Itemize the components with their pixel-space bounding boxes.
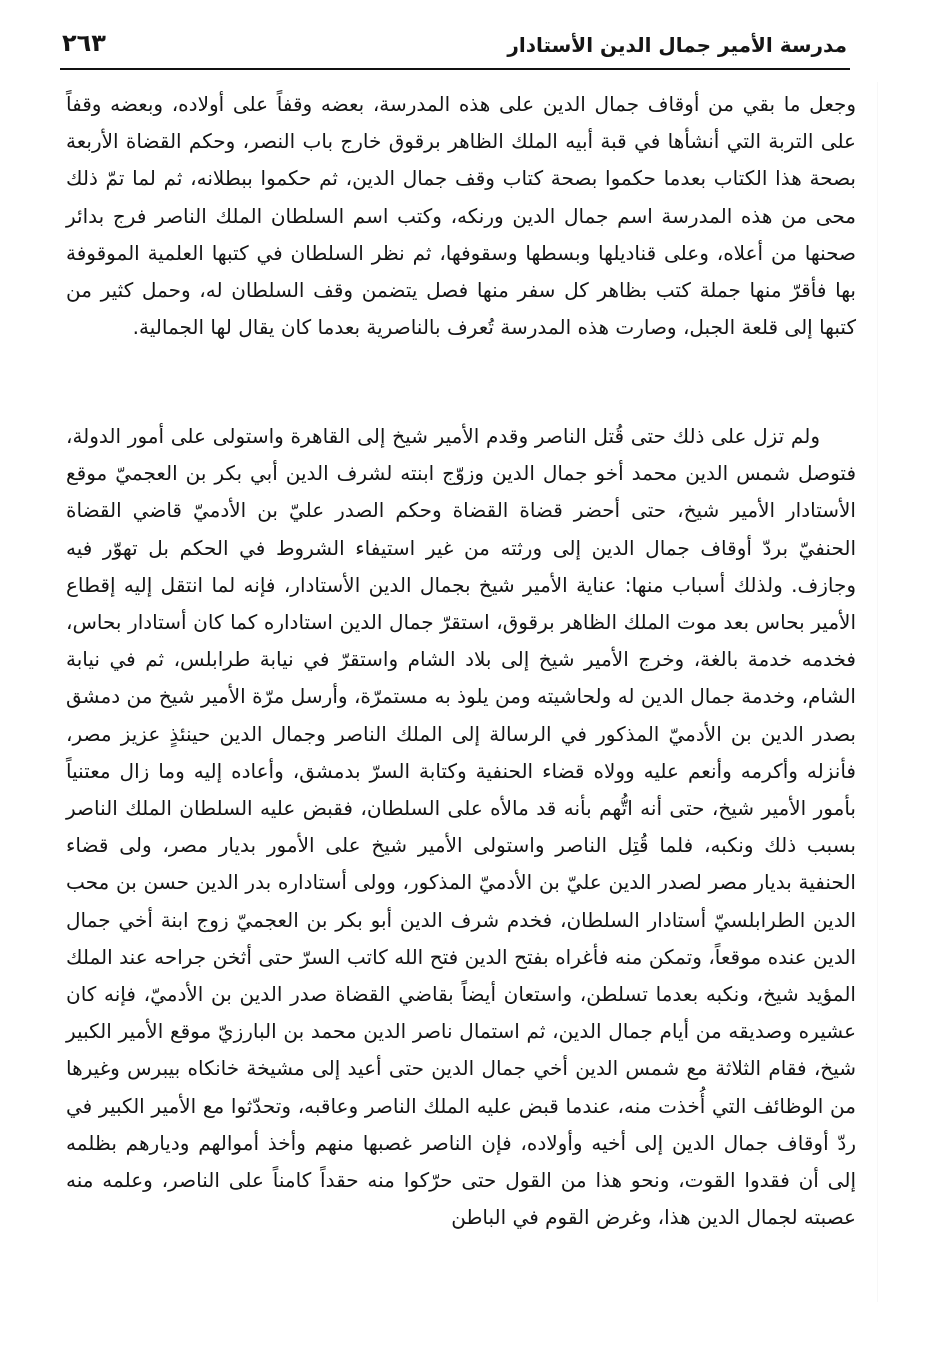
- page-margin-shadow: [877, 82, 878, 1302]
- running-title: مدرسة الأمير جمال الدين الأستادار: [507, 33, 847, 57]
- page-number: ٢٦٣: [62, 29, 106, 57]
- body-paragraph-2: [66, 418, 856, 1293]
- paragraph-2-text: ولم تزل على ذلك حتى قُتل الناصر وقدم الأمير شيخ إلى القاهرة واستولى على أمور الدولة، فتوصل شمس الدين محمد أخو جمال الدين وزوّج ابنته لشرف الدين أبي بكر بن العجميّ موقع الأستادار الأمير شيخ، حتى أحضر قضاة القضاة وحكم الصدر عليّ بن الأدميّ قاضي القضاة الحنفيّ بردّ أوقاف جمال الدين إلى ورثته من غير استيفاء الشروط في الحكم بل تهوّر فيه وجازف. ولذلك أسباب منها: عناية الأمير شيخ بجمال الدين الأستادار، فإنه لما انتقل إليه إقطاع الأمير بحاس بعد موت الملك الظاهر برقوق، استقرّ جمال الدين استاداره كما كان أستادار بحاس، فخدمه خدمة بالغة، وخرج الأمير شيخ إلى بلاد الشام واستقرّ في نيابة طرابلس، ثم في نيابة الشام، وخدمة جمال الدين له ولحاشيته ومن يلوذ به مستمرّة، وأرسل مرّة الأمير شيخ من دمشق بصدر الدين بن الأدميّ المذكور في الرسالة إلى الملك الناصر وجمال الدين حينئذٍ عزيز مصر، فأنزله وأكرمه وأنعم عليه وولاه قضاء الحنفية وكتابة السرّ بدمشق، وأعاده إليه وما زال معتنياً بأمور الأمير شيخ، حتى أنه اتُّهم بأنه قد مالأه على السلطان، فقبض عليه السلطان الملك الناصر بسبب ذلك ونكبه، فلما قُتِل الناصر واستولى الأمير شيخ على الأمور بديار مصر، ولى قضاء الحنفية بديار مصر لصدر الدين عليّ بن الأدميّ المذكور، وولى أستاداره بدر الدين حسن بن محب الدين الطرابلسيّ أستادار السلطان، فخدم شرف الدين أبو بكر بن العجميّ زوج ابنة أخي جمال الدين عنده موقعاً، وتمكن منه فأغراه بفتح الدين فتح الله كاتب السرّ حتى أثخن جراحه عند الملك المؤيد شيخ، ونكبه بعدما تسلطن، واستعان أيضاً بقاضي القضاة صدر الدين بن الأدميّ، فإنه كان عشيره وصديقه من أيام جمال الدين، ثم استمال ناصر الدين محمد بن البارزيّ موقع الأمير الكبير شيخ، فقام الثلاثة مع شمس الدين أخي جمال الدين حتى أعيد إلى مشيخة خانكاه بيبرس وغيرها من الوظائف التي أُخذت منه، عندما قبض عليه الملك الناصر وعاقبه، وتحدّثوا مع الأمير الكبير في ردّ أوقاف جمال الدين إلى أخيه وأولاده، فإن الناصر غصبها منهم وأخذ أموالهم وديارهم بظلمه إلى أن فقدوا القوت، ونحو هذا من القول حتى حرّكوا منه حقداً كامناً على الناصر، وعلمه منه عصبته لجمال الدين هذا، وغرض القوم في الباطن: [66, 424, 856, 1230]
- body-paragraph-1: [66, 86, 856, 384]
- paragraph-1-text: وجعل ما بقي من أوقاف جمال الدين على هذه المدرسة، بعضه وقفاً على أولاده، وبعضه وقفاً على التربة التي أنشأها في قبة أبيه الملك الظاهر برقوق خارج باب النصر، وحكم القضاة الأربعة بصحة هذا الكتاب بعدما حكموا بصحة كتاب وقف جمال الدين، ثم حكموا ببطلانه، ثم لما تمّ ذلك محى من هذه المدرسة اسم جمال الدين ورنكه، وكتب اسم السلطان الملك الناصر فرج بدائر صحنها من أعلاه، وعلى قناديلها وبسطها وسقوفها، ثم نظر السلطان في كتبها العلمية الموقوفة بها فأقرّ منها جملة كتب بظاهر كل سفر منها فصل يتضمن وقف السلطان له، وحمل كثير من كتبها إلى قلعة الجبل، وصارت هذه المدرسة تُعرف بالناصرية بعدما كان يقال لها الجمالية.: [66, 92, 856, 340]
- header-divider: [60, 68, 850, 70]
